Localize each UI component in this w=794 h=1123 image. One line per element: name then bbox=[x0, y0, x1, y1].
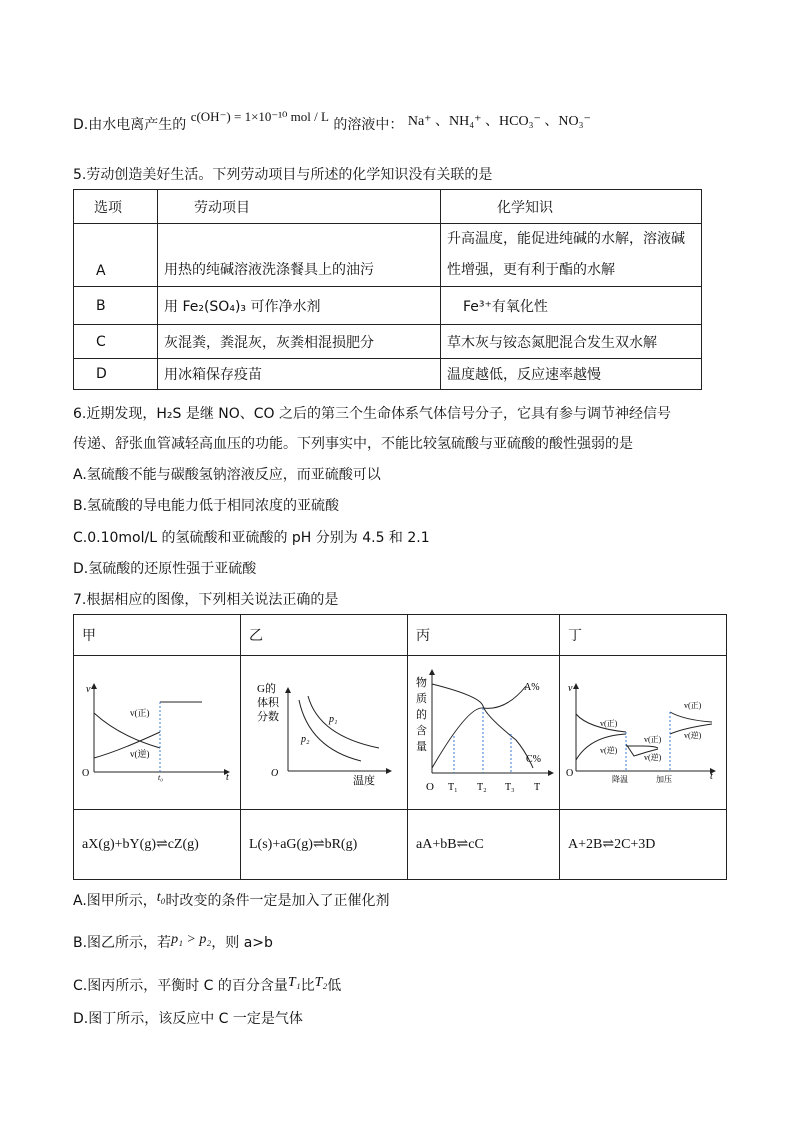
v-forward-label: v(正) bbox=[600, 719, 618, 728]
y-label-3: 分数 bbox=[257, 711, 279, 723]
y-label-char: 物 bbox=[416, 677, 427, 689]
table-row: D 用冰箱保存疫苗 温度越低，反应速率越慢 bbox=[74, 359, 702, 390]
q7-option-b: B.图乙所示，若p₁ > p₂，则 a>b bbox=[73, 932, 273, 951]
q7-option-d: D.图丁所示，该反应中 C 一定是气体 bbox=[73, 1011, 303, 1027]
tick-t3: T₃ bbox=[505, 782, 515, 793]
graph-ding-cell bbox=[560, 656, 727, 810]
tick-t2: T₂ bbox=[477, 782, 487, 793]
q7-stem: 7.根据相应的图像，下列相关说法正确的是 bbox=[73, 592, 339, 608]
reaction-jia: aX(g)+bY(g)⇌cZ(g) bbox=[74, 810, 241, 880]
q5-table bbox=[73, 189, 702, 390]
p1-label: p₁ bbox=[329, 714, 338, 725]
header-bing: 丙 bbox=[408, 615, 560, 656]
graph-yi bbox=[241, 656, 407, 805]
v-forward-label: v(正) bbox=[130, 708, 150, 718]
c-pct-label: C% bbox=[526, 754, 541, 765]
q6-option-a: A.氢硫酸不能与碳酸氢钠溶液反应，而亚硫酸可以 bbox=[73, 467, 381, 483]
header-ding: 丁 bbox=[560, 615, 727, 656]
cool-v-forward bbox=[626, 746, 658, 748]
graph-bing bbox=[408, 656, 559, 805]
y-label-char: 的 bbox=[416, 709, 427, 721]
graphs-row bbox=[74, 656, 727, 810]
t-axis-label: t bbox=[226, 772, 229, 783]
reaction-yi: L(s)+aG(g)⇌bR(g) bbox=[241, 810, 408, 880]
y-label-2: 体积 bbox=[257, 697, 279, 709]
press-v-reverse-label: v(逆) bbox=[684, 731, 702, 740]
table-header-project: 劳动项目 bbox=[158, 190, 441, 224]
cool-v-forward-label: v(正) bbox=[644, 735, 662, 744]
press-v-forward bbox=[670, 712, 712, 722]
header-jia: 甲 bbox=[74, 615, 241, 656]
pressurize-label: 加压 bbox=[656, 775, 672, 784]
p2-curve bbox=[299, 700, 361, 761]
origin-label: O bbox=[426, 781, 434, 793]
q6-option-c: C.0.10mol/L 的氢硫酸和亚硫酸的 pH 分别为 4.5 和 2.1 bbox=[73, 530, 430, 546]
q4-formula: c(OH⁻) = 1×10⁻¹⁰ mol / L bbox=[190, 109, 329, 124]
graph-jia bbox=[74, 656, 240, 805]
cool-label: 降温 bbox=[612, 775, 628, 784]
q6-option-b: B.氢硫酸的导电能力低于相同浓度的亚硫酸 bbox=[73, 498, 340, 514]
origin-label: O bbox=[271, 768, 279, 779]
y-label-char: 含 bbox=[416, 725, 427, 737]
p1-curve bbox=[308, 696, 379, 748]
cool-v-reverse-label: v(逆) bbox=[644, 753, 662, 762]
p2-label: p₂ bbox=[301, 734, 310, 745]
reaction-bing: aA+bB⇌cC bbox=[408, 810, 560, 880]
graph-jia-cell bbox=[74, 656, 241, 810]
q6-stem-line1: 6.近期发现，H₂S 是继 NO、CO 之后的第三个生命体系气体信号分子，它具有参与调节神经信号 bbox=[73, 406, 672, 422]
y-label-1: G的 bbox=[257, 683, 276, 695]
q4-ions: Na⁺ 、NH₄⁺ 、HCO₃⁻ 、NO₃⁻ bbox=[407, 114, 591, 129]
v-axis-label: v bbox=[86, 684, 91, 695]
v-reverse-label: v(逆) bbox=[130, 749, 150, 759]
t-axis-label: t bbox=[710, 771, 713, 782]
v-axis-label: v bbox=[568, 683, 573, 694]
origin-label: O bbox=[82, 768, 90, 779]
press-v-forward-label: v(正) bbox=[684, 701, 702, 710]
table-header-knowledge: 化学知识 bbox=[441, 190, 702, 224]
table-header-row bbox=[74, 615, 727, 656]
header-yi: 乙 bbox=[241, 615, 408, 656]
y-label-char: 量 bbox=[416, 741, 427, 753]
reactions-row bbox=[74, 810, 727, 880]
graph-yi-cell bbox=[241, 656, 408, 810]
table-row: C 灰混粪，粪混灰，灰粪相混损肥分 草木灰与铵态氮肥混合发生双水解 bbox=[74, 325, 702, 359]
v-reverse-label: v(逆) bbox=[600, 746, 618, 755]
t0-label: t₀ bbox=[158, 773, 164, 782]
x-label: 温度 bbox=[353, 775, 375, 787]
c-pct-curve bbox=[432, 686, 526, 768]
q5-stem: 5.劳动创造美好生活。下列劳动项目与所述的化学知识没有关联的是 bbox=[73, 167, 493, 183]
q6-stem-line2: 传递、舒张血管减轻高血压的功能。下列事实中，不能比较氢硫酸与亚硫酸的酸性强弱的是 bbox=[73, 436, 633, 452]
q7-table bbox=[73, 614, 727, 880]
reaction-ding: A+2B⇌2C+3D bbox=[560, 810, 727, 880]
graph-bing-cell bbox=[408, 656, 560, 810]
q6-option-d: D.氢硫酸的还原性强于亚硫酸 bbox=[73, 561, 257, 577]
v-forward-curve bbox=[94, 713, 160, 748]
q7-option-a: A.图甲所示，t₀时改变的条件一定是加入了正催化剂 bbox=[73, 890, 390, 909]
graph-ding bbox=[560, 656, 726, 805]
tick-t: T bbox=[534, 782, 541, 793]
origin-label: O bbox=[566, 768, 574, 779]
q7-option-c: C.图丙所示，平衡时 C 的百分含量T₁比T₂低 bbox=[73, 975, 342, 994]
y-label-char: 质 bbox=[416, 693, 427, 705]
table-header-row bbox=[74, 190, 702, 224]
tick-t1: T₁ bbox=[448, 782, 458, 793]
table-header-option: 选项 bbox=[74, 190, 158, 224]
table-row: B 用 Fe₂(SO₄)₃ 可作净水剂 Fe³⁺有氧化性 bbox=[74, 287, 702, 325]
q4-option-d: D.由水电离产生的 c(OH⁻) = 1×10⁻¹⁰ mol / L 的溶液中： Na⁺ 、NH₄⁺ 、HCO₃⁻ 、NO₃⁻ bbox=[73, 109, 591, 133]
a-pct-label: A% bbox=[524, 682, 540, 693]
table-row: A 用热的纯碱溶液洗涤餐具上的油污 升高温度，能促进纯碱的水解，溶液碱性增强，更有利于酯的水解 bbox=[74, 224, 702, 287]
